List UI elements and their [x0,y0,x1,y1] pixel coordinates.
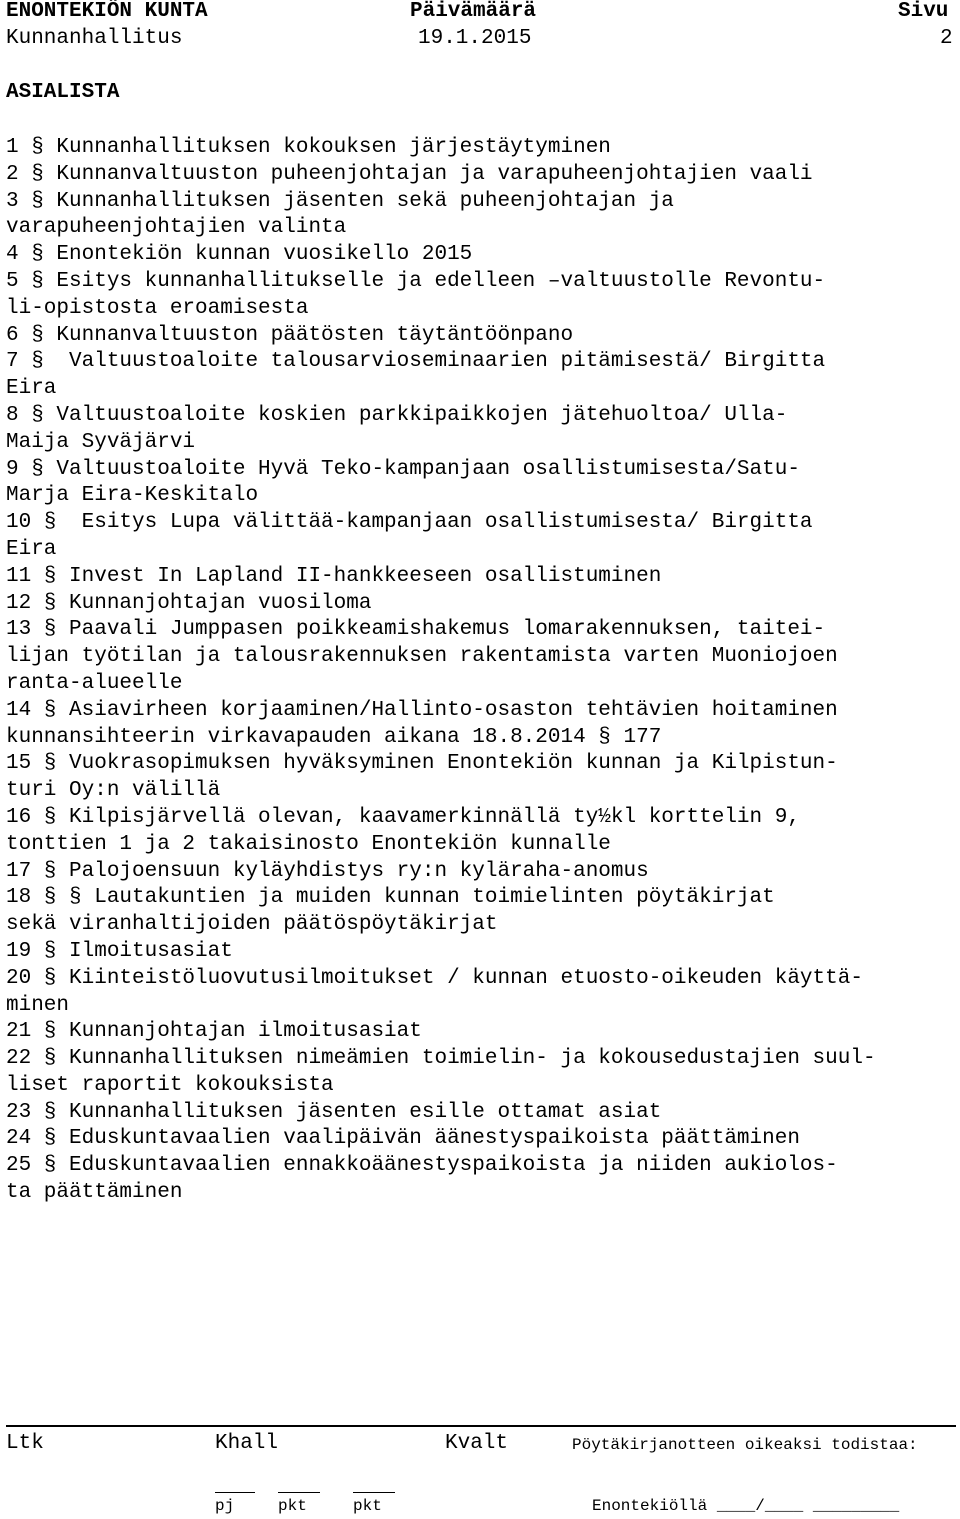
agenda-line: 20 § Kiinteistöluovutusilmoitukset / kunnan etuosto-oikeuden käyttä- [6,966,863,990]
agenda-line: ranta-alueelle [6,671,183,695]
date-label: Päivämäärä [410,0,537,23]
footer-ltk: Ltk [6,1432,44,1455]
agenda-line: 11 § Invest In Lapland II-hankkeeseen osallistuminen [6,564,662,588]
page-number: 2 [940,27,953,50]
agenda-line: 25 § Eduskuntavaalien ennakkoäänestyspaikoista ja niiden aukiolos- [6,1154,838,1178]
signature-line-pkt1 [278,1492,320,1493]
page-label: Sivu [898,0,949,23]
footer-khall: Khall [215,1432,279,1455]
document-header [0,0,960,56]
agenda-line: turi Oy:n välillä [6,779,221,803]
agenda-line: lijan työtilan ja talousrakennuksen rakentamista varten Muoniojoen [6,645,838,669]
signature-line-pkt2 [353,1492,395,1493]
organization-name: ENONTEKIÖN KUNTA [6,0,208,23]
agenda-line: 10 § Esitys Lupa välittää-kampanjaan osallistumisesta/ Birgitta [6,511,813,535]
agenda-line: 13 § Paavali Jumppasen poikkeamishakemus lomarakennuksen, taitei- [6,618,826,642]
agenda-line: 22 § Kunnanhallituksen nimeämien toimielin- ja kokousedustajien suul- [6,1047,876,1071]
agenda-line: Eira [6,377,57,401]
footer-certify-label: Pöytäkirjanotteen oikeaksi todistaa: [572,1436,918,1454]
agenda-line: 1 § Kunnanhallituksen kokouksen järjestäytyminen [6,136,611,159]
agenda-line: 6 § Kunnanvaltuuston päätösten täytäntöönpano [6,323,574,347]
agenda-line: Eira [6,537,57,561]
footer-kvalt: Kvalt [445,1432,509,1455]
agenda-line: 7 § Valtuustoaloite talousarvioseminaarien pitämisestä/ Birgitta [6,350,826,374]
agenda-line: tonttien 1 ja 2 takaisinosto Enontekiön kunnalle [6,832,611,856]
agenda-line: 4 § Enontekiön kunnan vuosikello 2015 [6,243,473,267]
agenda-line: 23 § Kunnanhallituksen jäsenten esille ottamat asiat [6,1100,662,1124]
agenda-line: 19 § Ilmoitusasiat [6,939,233,963]
page-title: ASIALISTA [6,81,120,104]
agenda-line: Marja Eira-Keskitalo [6,484,259,508]
agenda-line: sekä viranhaltijoiden päätöspöytäkirjat [6,913,498,937]
footer-pkt-2: pkt [353,1497,382,1515]
agenda-line: 15 § Vuokrasopimuksen hyväksyminen Enontekiön kunnan ja Kilpistun- [6,752,838,776]
signature-line-pj [215,1492,255,1493]
agenda-line: 5 § Esitys kunnanhallitukselle ja edelleen –valtuustolle Revontu- [6,269,826,293]
footer-pj: pj [215,1497,235,1515]
agenda-line: varapuheenjohtajien valinta [6,216,347,240]
agenda-line: liset raportit kokouksista [6,1073,334,1097]
agenda-line: 21 § Kunnanjohtajan ilmoitusasiat [6,1020,422,1044]
agenda-line: 2 § Kunnanvaltuuston puheenjohtajan ja varapuheenjohtajien vaali [6,162,813,186]
agenda-list [6,135,956,1207]
agenda-line: ta päättäminen [6,1181,183,1205]
agenda-line: 9 § Valtuustoaloite Hyvä Teko-kampanjaan osallistumisesta/Satu- [6,457,800,481]
agenda-line: 8 § Valtuustoaloite koskien parkkipaikkojen jätehuoltoa/ Ulla- [6,403,788,427]
footer-divider [6,1425,956,1427]
meeting-date: 19.1.2015 [418,27,532,50]
agenda-line: 17 § Palojoensuun kyläyhdistys ry:n kyläraha-anomus [6,859,649,883]
agenda-line: 16 § Kilpisjärvellä olevan, kaavamerkinnällä ty½kl korttelin 9, [6,805,800,829]
agenda-line: kunnansihteerin virkavapauden aikana 18.8.2014 § 177 [6,725,662,749]
agenda-line: 24 § Eduskuntavaalien vaalipäivän äänestyspaikoista päättäminen [6,1127,800,1151]
agenda-line: li-opistosta eroamisesta [6,296,309,320]
agenda-line: 3 § Kunnanhallituksen jäsenten sekä puheenjohtajan ja [6,189,674,213]
footer-place-date: Enontekiöllä ____/____ _________ [592,1497,900,1515]
agenda-line: 18 § § Lautakuntien ja muiden kunnan toimielinten pöytäkirjat [6,886,775,910]
body-name: Kunnanhallitus [6,27,183,50]
footer-pkt-1: pkt [278,1497,307,1515]
agenda-line: Maija Syväjärvi [6,430,196,454]
agenda-line: minen [6,993,70,1017]
agenda-line: 14 § Asiavirheen korjaaminen/Hallinto-osaston tehtävien hoitaminen [6,698,838,722]
agenda-line: 12 § Kunnanjohtajan vuosiloma [6,591,372,615]
